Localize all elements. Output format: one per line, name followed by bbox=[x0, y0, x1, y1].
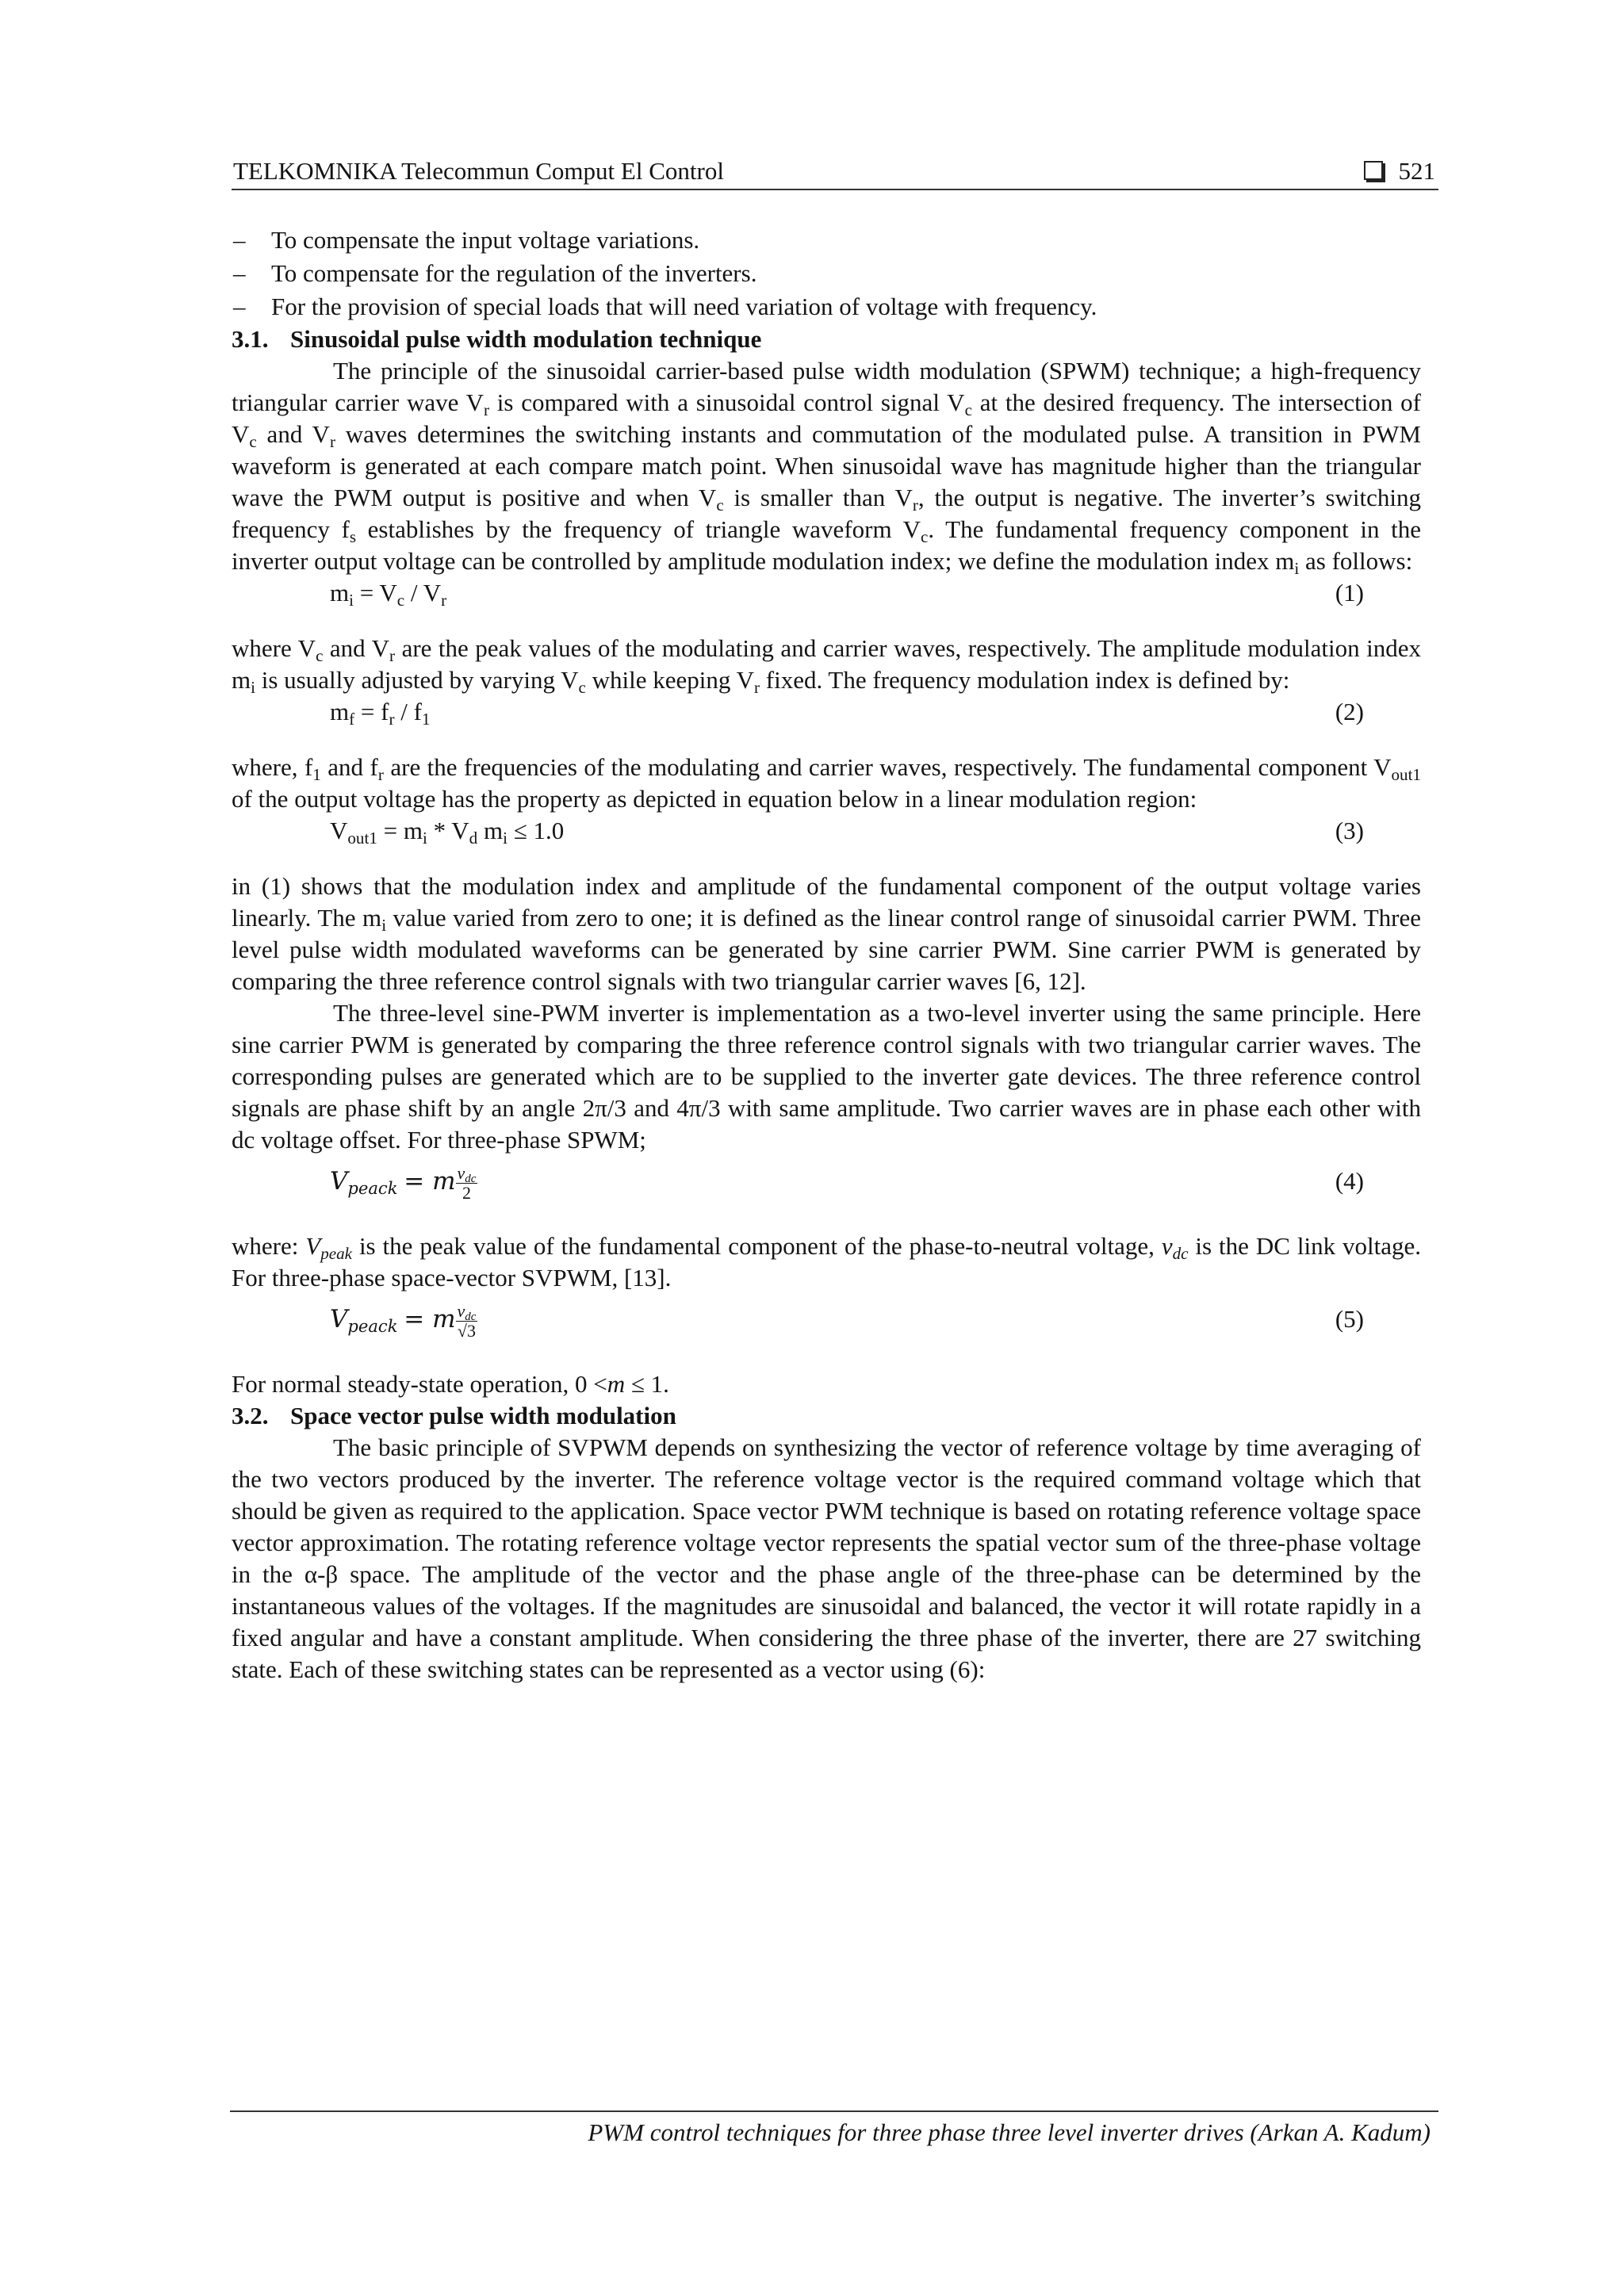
equation-number: (4) bbox=[1335, 1167, 1364, 1195]
running-header bbox=[232, 154, 1438, 190]
page-number: 521 bbox=[1398, 157, 1435, 185]
bullet-list bbox=[232, 224, 1421, 323]
paragraph: where: $V_{peak}$ is the peak value of the fundamental component of the phase-to-neutral voltage, $v_{dc}$ is the DC link voltage. For three-phase space-vector SVPWM, [13]. bbox=[232, 1232, 1421, 1292]
paragraph: For normal steady-state operation, 0 <m ≤ 1. bbox=[232, 1370, 669, 1398]
paragraph: The three-level sine-PWM inverter is implementation as a two-level inverter using the same principle. Here sine carrier PWM is generated by comparing the three reference control signals with two triangular carrier waves. The corresponding pulses are generated which are to be supplied to the inverter gate devices. The three reference control signals are phase shift by an angle 2π/3 and 4π/3 with same amplitude. Two carrier waves are in phase each other with dc voltage offset. For three-phase SPWM; bbox=[232, 999, 1421, 1154]
body-text bbox=[232, 224, 1421, 1686]
equation-1: $m_i = V_c / V_r$ (1) bbox=[330, 579, 1364, 610]
section-heading-3-2: 3.2. Space vector pulse width modulation bbox=[232, 1402, 676, 1429]
paragraph: The basic principle of SVPWM depends on synthesizing the vector of reference voltage by time averaging of the two vectors produced by the inverter. The reference voltage vector is the required command voltage which that should be given as required to the application. Space vector PWM technique is based on rotating reference voltage space vector approximation. The rotating reference voltage vector represents the spatial vector sum of the three-phase voltage in the α-β space. The amplitude of the vector and the phase angle of the three-phase can be determined by the instantaneous values of the voltages. If the magnitudes are sinusoidal and balanced, the vector it will rotate rapidly in a fixed angular and have a constant amplitude. When considering the three phase of the inverter, there are 27 switching state. Each of these switching states can be represented as a vector using (6): bbox=[232, 1433, 1421, 1683]
equation-2: $m_f = f_r / f_1$ (2) bbox=[330, 698, 1364, 729]
equation-3: $V_{out1} = m_i * V_d$ $m_i \le 1.0$ (3) bbox=[330, 817, 1364, 848]
fraction: $\frac{v_{dc}}{2}$ bbox=[457, 1163, 477, 1203]
running-footer: PWM control techniques for three phase three level inverter drives (Arkan A. Kadum) bbox=[230, 2110, 1438, 2150]
equation-number: (2) bbox=[1335, 698, 1364, 725]
paragraph: where $V_c$ and $V_r$ are the peak values of the modulating and carrier waves, respectively. The amplitude modulation index $m_i$ is usually adjusted by varying $V_c$ while keeping $V_r$ fixed. The frequency modulation index is defined by: bbox=[232, 634, 1421, 697]
fraction: $\frac{v_{dc}}{√3}$ bbox=[457, 1301, 477, 1341]
bullet-item: – To compensate for the regulation of the inverters. bbox=[232, 257, 1421, 290]
journal-name: TELKOMNIKA Telecommun Comput El Control bbox=[233, 157, 724, 185]
paragraph: in (1) shows that the modulation index and amplitude of the fundamental component of the output voltage varies linearly. The $m_i$ value varied from zero to one; it is defined as the linear control range of sinusoidal carrier PWM. Three level pulse width modulated waveforms can be generated by sine carrier PWM. Sine carrier PWM is generated by comparing the three reference control signals with two triangular carrier waves [6, 12]. bbox=[232, 872, 1421, 995]
equation-number: (5) bbox=[1335, 1305, 1364, 1333]
square-bullet-icon bbox=[1364, 161, 1383, 180]
bullet-item: – For the provision of special loads that will need variation of voltage with frequency. bbox=[232, 290, 1421, 323]
equation-number: (1) bbox=[1335, 579, 1364, 607]
equation-4: $V_{peack} = m$ $\frac{v_{dc}}{2}$ (4) bbox=[330, 1163, 1364, 1203]
equation-5: $V_{peack} = m$ $\frac{v_{dc}}{√3}$ (5) bbox=[330, 1301, 1364, 1341]
bullet-item: – To compensate the input voltage variations. bbox=[232, 224, 1421, 257]
paragraph: The principle of the sinusoidal carrier-based pulse width modulation (SPWM) technique; a high-frequency triangular carrier wave $V_r$ is compared with a sinusoidal control signal $V_c$ at the desired frequency. The intersection of $V_c$ and $V_r$ waves determines the switching instants and commutation of the modulated pulse. A transition in PWM waveform is generated at each compare match point. When sinusoidal wave has magnitude higher than the triangular wave the PWM output is positive and when $V_c$ is smaller than $V_r$, the output is negative. The inverter’s switching frequency $f_s$ establishes by the frequency of triangle waveform $V_c$. The fundamental frequency component in the inverter output voltage can be controlled by amplitude modulation index; we define the modulation index $m_i$ as follows: bbox=[232, 357, 1422, 578]
page-number-group bbox=[1364, 154, 1436, 189]
equation-number: (3) bbox=[1335, 817, 1364, 844]
paragraph: where, $f_1$ and $f_r$ are the frequencies of the modulating and carrier waves, respectively. The fundamental component $V_{out1}$ of the output voltage has the property as depicted in equation below in a linear modulation region: bbox=[232, 753, 1421, 813]
section-heading-3-1: 3.1. Sinusoidal pulse width modulation technique bbox=[232, 325, 762, 353]
